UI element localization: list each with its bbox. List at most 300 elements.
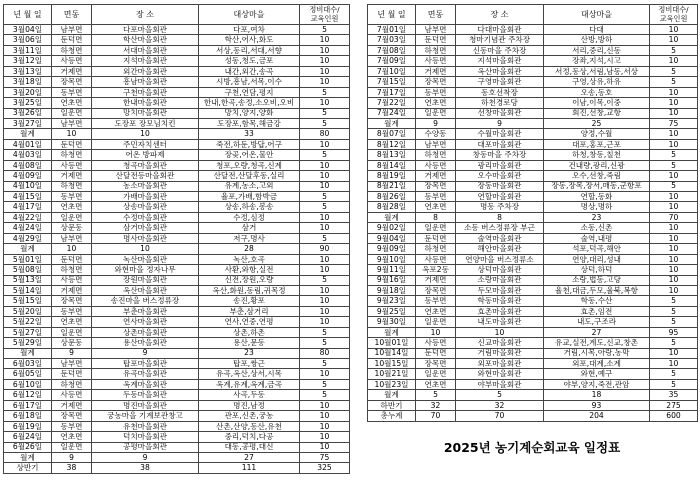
table-row (4, 25, 350, 35)
cell-capacity: 5 (300, 338, 350, 348)
cell-date: 하반기 (368, 400, 416, 410)
cell-date: 5월29일 (4, 338, 52, 348)
table-row (4, 254, 350, 264)
cell-date: 6월24일 (4, 432, 52, 442)
cell-capacity: 10 (650, 171, 698, 181)
cell-date: 3월20일 (4, 87, 52, 97)
table-row (4, 411, 350, 421)
cell-town: 거제면 (416, 171, 456, 181)
header-capacity: 정비대수/ 교육인원 (650, 5, 698, 25)
cell-capacity: 5 (650, 306, 698, 316)
cell-capacity: 5 (650, 296, 698, 306)
cell-date: 6월12일 (4, 390, 52, 400)
cell-place: 거림마을회관 (456, 348, 544, 358)
cell-village: 거림,시목,아랑,농막 (544, 348, 650, 358)
cell-village: 오송,동호 (544, 87, 650, 97)
cell-village: 33 (199, 129, 300, 139)
cell-capacity: 10 (650, 244, 698, 254)
cell-place: 소랑마을회관 (456, 275, 544, 285)
cell-date: 8월14일 (368, 160, 416, 170)
cell-place: 연양마을 버스정류소 (456, 254, 544, 264)
schedule-table-first-half (3, 4, 350, 474)
cell-date: 9월11일 (368, 265, 416, 275)
cell-capacity: 10 (650, 98, 698, 108)
cell-town: 옥포2동 (416, 265, 456, 275)
cell-place: 명동 주차장 (456, 202, 544, 212)
table-row (4, 192, 350, 202)
cell-place: 학산마을회관 (92, 35, 199, 45)
cell-date: 8월19일 (368, 171, 416, 181)
table-summary-row (4, 348, 350, 358)
cell-date: 9월18일 (368, 285, 416, 295)
cell-town: 동부면 (52, 192, 92, 202)
table-summary-row (4, 463, 350, 473)
cell-place: 탑포마을회관 (92, 359, 199, 369)
table-row (368, 348, 698, 358)
cell-date: 3월12일 (4, 56, 52, 66)
cell-date: 4월10일 (4, 181, 52, 191)
cell-town: 연초면 (416, 379, 456, 389)
table-row (4, 160, 350, 170)
cell-date: 6월03일 (4, 359, 52, 369)
table-row (368, 56, 698, 66)
cell-place: 옥계마을회관 (92, 379, 199, 389)
cell-town: 남부면 (52, 359, 92, 369)
cell-village: 중리,덕치,다공 (199, 432, 300, 442)
cell-place: 수월마을회관 (456, 129, 544, 139)
cell-date: 4월17일 (4, 202, 52, 212)
cell-date: 9월16일 (368, 275, 416, 285)
table-row (4, 285, 350, 295)
cell-capacity: 5 (300, 118, 350, 128)
header-village: 대상마을 (199, 5, 300, 25)
cell-town: 사등면 (52, 390, 92, 400)
cell-village: 명상,명하 (544, 202, 650, 212)
cell-place: 9 (456, 118, 544, 128)
cell-village: 서상,동리,서대,서향 (199, 45, 300, 55)
cell-place: 서대마을회관 (92, 45, 199, 55)
cell-date: 6월19일 (4, 421, 52, 431)
cell-village: 18 (544, 390, 650, 400)
cell-place: 청곡마을회관 (92, 160, 199, 170)
cell-capacity: 600 (650, 411, 698, 421)
cell-town: 연초면 (416, 98, 456, 108)
table-row (4, 66, 350, 76)
table-row (4, 77, 350, 87)
cell-date: 4월22일 (4, 212, 52, 222)
cell-place: 산달전등마을회관 (92, 171, 199, 181)
table-row (4, 108, 350, 118)
cell-date: 10월01일 (368, 338, 416, 348)
cell-capacity: 10 (650, 359, 698, 369)
cell-capacity: 10 (300, 223, 350, 233)
cell-town: 둔덕면 (416, 35, 456, 45)
table-row (4, 233, 350, 243)
cell-village: 93 (544, 400, 650, 410)
table-row (4, 306, 350, 316)
cell-place: 옥산마을회관 (92, 285, 199, 295)
table-row (368, 150, 698, 160)
cell-town: 일운면 (416, 223, 456, 233)
table-row (4, 98, 350, 108)
cell-village: 저구,명사 (199, 233, 300, 243)
cell-place: 두동마을회관 (92, 390, 199, 400)
cell-place: 장원마을회관 (92, 275, 199, 285)
table-row (4, 296, 350, 306)
cell-date: 6월26일 (4, 442, 52, 452)
cell-capacity: 5 (300, 379, 350, 389)
cell-date: 7월17일 (368, 87, 416, 97)
table-summary-row (368, 400, 698, 410)
table-row (368, 202, 698, 212)
cell-place: 소동 버스정류장 부근 (456, 223, 544, 233)
table-row (368, 223, 698, 233)
cell-village: 탑포,쌍근 (199, 359, 300, 369)
table-row (368, 66, 698, 76)
cell-date: 7월03일 (368, 35, 416, 45)
header-town: 면동 (52, 5, 92, 25)
cell-capacity: 10 (300, 265, 350, 275)
cell-town: 38 (52, 463, 92, 473)
cell-place: 와현마을회관 (456, 369, 544, 379)
cell-town: 70 (416, 411, 456, 421)
cell-town: 일운면 (416, 108, 456, 118)
cell-village: 대동,공평,대신 (199, 442, 300, 452)
cell-town: 8 (416, 212, 456, 222)
cell-town: 연초면 (52, 317, 92, 327)
cell-date: 9월25일 (368, 306, 416, 316)
cell-village: 석포,덕곡,해안 (544, 244, 650, 254)
document-title: 2025년 농기계순회교육 일정표 (443, 440, 621, 455)
table-summary-row (368, 118, 698, 128)
cell-date: 7월01일 (368, 25, 416, 35)
cell-village: 양정,수월 (544, 129, 650, 139)
cell-date: 10월23일 (368, 379, 416, 389)
cell-place: 지석마을회관 (456, 56, 544, 66)
cell-town: 일운면 (416, 369, 456, 379)
table-row (368, 359, 698, 369)
cell-town: 10 (52, 244, 92, 254)
cell-date: 3월26일 (4, 108, 52, 118)
cell-capacity: 10 (300, 139, 350, 149)
cell-town: 둔덕면 (52, 369, 92, 379)
cell-town: 사등면 (52, 275, 92, 285)
cell-town: 하청면 (52, 150, 92, 160)
header-place: 장 소 (92, 5, 199, 25)
cell-town: 남부면 (52, 25, 92, 35)
cell-capacity: 5 (300, 327, 350, 337)
cell-town: 장목면 (416, 181, 456, 191)
table-row (368, 379, 698, 389)
cell-place: 내도마을회관 (456, 317, 544, 327)
cell-place: 녹산마을회관 (92, 254, 199, 264)
cell-village: 사곡,두동 (199, 390, 300, 400)
cell-date: 9월30일 (368, 317, 416, 327)
cell-date: 5월27일 (4, 327, 52, 337)
table-summary-row (4, 452, 350, 462)
table-header-row (368, 5, 698, 25)
cell-village: 유곡,옥산,상서,시목 (199, 369, 300, 379)
cell-place: 가배마을회관 (92, 192, 199, 202)
cell-date: 7월22일 (368, 98, 416, 108)
cell-place: 장동마을회관 (456, 181, 544, 191)
cell-town: 거제면 (52, 285, 92, 295)
table-summary-row (368, 327, 698, 337)
cell-place: 흥남마을회관 (92, 77, 199, 87)
cell-place: 38 (92, 463, 199, 473)
cell-town: 연초면 (52, 98, 92, 108)
table-row (368, 181, 698, 191)
cell-village: 소동,신촌 (544, 223, 650, 233)
cell-place: 한내마을회관 (92, 98, 199, 108)
cell-capacity: 10 (650, 139, 698, 149)
table-row (368, 338, 698, 348)
cell-capacity: 10 (300, 160, 350, 170)
cell-town: 장목면 (416, 359, 456, 369)
cell-village: 율천,대금,두모,율북,복항 (544, 285, 650, 295)
cell-capacity: 10 (650, 233, 698, 243)
cell-town: 사등면 (52, 56, 92, 66)
cell-village: 산촌,산양,동산,유천 (199, 421, 300, 431)
cell-village: 상촌,하촌 (199, 327, 300, 337)
cell-capacity: 10 (300, 254, 350, 264)
cell-town: 일운면 (52, 442, 92, 452)
cell-capacity: 10 (300, 369, 350, 379)
cell-town: 9 (416, 118, 456, 128)
table-row (368, 171, 698, 181)
table-row (4, 45, 350, 55)
cell-date: 7월10일 (368, 66, 416, 76)
cell-date: 4월08일 (4, 160, 52, 170)
table-body-first-half (4, 25, 350, 474)
table-row (4, 421, 350, 431)
cell-town: 일운면 (52, 108, 92, 118)
table-row (368, 25, 698, 35)
cell-place: 수정마을회관 (92, 212, 199, 222)
cell-town: 사등면 (52, 160, 92, 170)
cell-town: 5 (416, 390, 456, 400)
cell-town: 거제면 (416, 275, 456, 285)
cell-place: 옥산마을회관 (456, 66, 544, 76)
cell-town: 사등면 (416, 160, 456, 170)
cell-town: 거제면 (416, 66, 456, 76)
cell-place: 선창마을회관 (456, 108, 544, 118)
cell-place: 송진마을 버스정류장 (92, 296, 199, 306)
header-date: 년 월 일 (4, 5, 52, 25)
cell-date: 5월15일 (4, 296, 52, 306)
cell-date: 9월09일 (368, 244, 416, 254)
cell-place: 유천마을회관 (92, 421, 199, 431)
cell-town: 연초면 (416, 306, 456, 316)
cell-capacity: 10 (300, 212, 350, 222)
table-row (4, 35, 350, 45)
cell-town: 남부면 (416, 139, 456, 149)
cell-date: 상반기 (4, 463, 52, 473)
table-row (368, 285, 698, 295)
cell-capacity: 10 (300, 285, 350, 295)
cell-date: 7월15일 (368, 77, 416, 87)
cell-town: 10 (416, 327, 456, 337)
cell-village: 오수,선창,죽림 (544, 171, 650, 181)
table-row (4, 56, 350, 66)
cell-village: 내도,구조라 (544, 317, 650, 327)
cell-date: 5월08일 (4, 265, 52, 275)
table-row (368, 369, 698, 379)
cell-village: 내간,외간,송곡 (199, 66, 300, 76)
cell-capacity: 5 (300, 233, 350, 243)
cell-place: 구영마을회관 (456, 77, 544, 87)
cell-date: 8월26일 (368, 192, 416, 202)
cell-town: 하청면 (416, 45, 456, 55)
table-row (368, 77, 698, 87)
cell-capacity: 275 (650, 400, 698, 410)
cell-town: 동부면 (416, 87, 456, 97)
cell-capacity: 10 (300, 306, 350, 316)
cell-place: 농소마을회관 (92, 181, 199, 191)
cell-town: 상문동 (52, 223, 92, 233)
cell-place: 10 (92, 244, 199, 254)
cell-place: 상송마을회관 (92, 202, 199, 212)
table-row (368, 275, 698, 285)
cell-village: 23 (544, 212, 650, 222)
cell-capacity: 5 (650, 181, 698, 191)
table-row (368, 160, 698, 170)
cell-town: 10 (52, 129, 92, 139)
cell-date: 5월14일 (4, 285, 52, 295)
table-row (368, 296, 698, 306)
cell-place: 다포마을회관 (92, 25, 199, 35)
cell-town: 9 (52, 452, 92, 462)
cell-date: 4월01일 (4, 139, 52, 149)
cell-village: 망치,양지,양화 (199, 108, 300, 118)
cell-date: 9월23일 (368, 296, 416, 306)
cell-capacity: 10 (650, 348, 698, 358)
cell-place: 10 (456, 327, 544, 337)
table-row (368, 306, 698, 316)
cell-town: 하청면 (416, 150, 456, 160)
cell-place: 효촌마을회관 (456, 306, 544, 316)
cell-capacity: 10 (300, 45, 350, 55)
cell-town: 남부면 (416, 25, 456, 35)
cell-place: 하천경로당 (456, 98, 544, 108)
table-summary-row (368, 390, 698, 400)
cell-capacity: 10 (650, 35, 698, 45)
cell-place: 학동마을회관 (456, 296, 544, 306)
cell-village: 수정,심정 (199, 212, 300, 222)
cell-town: 사등면 (416, 338, 456, 348)
cell-capacity: 80 (300, 129, 350, 139)
table-row (4, 265, 350, 275)
cell-village: 구천,연담,평지 (199, 87, 300, 97)
cell-village: 27 (199, 452, 300, 462)
cell-date: 3월04일 (4, 25, 52, 35)
table-row (4, 327, 350, 337)
table-row (4, 275, 350, 285)
cell-capacity: 70 (650, 212, 698, 222)
cell-place: 대포마을회관 (456, 139, 544, 149)
cell-town: 일운면 (52, 212, 92, 222)
cell-place: 삼거마을회관 (92, 223, 199, 233)
header-village: 대상마을 (544, 5, 650, 25)
cell-town: 사등면 (416, 56, 456, 66)
header-date: 년 월 일 (368, 5, 416, 25)
cell-place: 구천마을회관 (92, 87, 199, 97)
cell-date: 6월18일 (4, 411, 52, 421)
cell-village: 204 (544, 411, 650, 421)
cell-village: 구영,상유,하유 (544, 77, 650, 87)
cell-place: 상덕마을회관 (456, 265, 544, 275)
cell-place: 10 (92, 129, 199, 139)
table-row (4, 171, 350, 181)
cell-capacity: 10 (300, 432, 350, 442)
cell-place: 9 (92, 348, 199, 358)
cell-village: 시방,흥남,서목,이수 (199, 77, 300, 87)
table-row (368, 317, 698, 327)
cell-place: 동호선착장 (456, 87, 544, 97)
cell-place: 창동마을 주차장 (456, 150, 544, 160)
cell-capacity: 10 (650, 265, 698, 275)
cell-date: 3월06일 (4, 35, 52, 45)
cell-date: 4월15일 (4, 192, 52, 202)
cell-town: 하청면 (52, 379, 92, 389)
table-row (368, 254, 698, 264)
cell-date: 월계 (368, 118, 416, 128)
cell-village: 산달전,산달후동,실리 (199, 171, 300, 181)
table-row (4, 87, 350, 97)
cell-village: 도장포,함목,해금강 (199, 118, 300, 128)
cell-capacity: 10 (650, 25, 698, 35)
cell-village: 야부,양지,죽전,관암 (544, 379, 650, 389)
cell-village: 유계,농소,고외 (199, 181, 300, 191)
cell-date: 8월28일 (368, 202, 416, 212)
table-row (368, 35, 698, 45)
cell-capacity: 10 (650, 285, 698, 295)
cell-town: 32 (416, 400, 456, 410)
cell-town: 하청면 (52, 181, 92, 191)
cell-village: 연사,연중,연평 (199, 317, 300, 327)
cell-town: 일운면 (52, 327, 92, 337)
table-summary-row (4, 129, 350, 139)
cell-town: 연초면 (52, 432, 92, 442)
cell-village: 장동,장목,장서,매동,군항포 (544, 181, 650, 191)
cell-capacity: 90 (300, 244, 350, 254)
cell-town: 동부면 (52, 87, 92, 97)
cell-town: 남부면 (52, 118, 92, 128)
cell-town: 둔덕면 (416, 348, 456, 358)
cell-place: 청마기념관 주차장 (456, 35, 544, 45)
cell-town: 연초면 (416, 202, 456, 212)
cell-capacity: 10 (650, 56, 698, 66)
cell-capacity: 5 (650, 369, 698, 379)
cell-place: 유곡마을회관 (92, 369, 199, 379)
cell-place: 술역마을회관 (456, 233, 544, 243)
table-row (4, 181, 350, 191)
cell-town: 수양동 (416, 129, 456, 139)
cell-capacity: 10 (300, 56, 350, 66)
header-place: 장 소 (456, 5, 544, 25)
cell-date: 10월14일 (368, 348, 416, 358)
cell-town: 둔덕면 (52, 35, 92, 45)
cell-town: 장목면 (52, 411, 92, 421)
cell-date: 4월29일 (4, 233, 52, 243)
cell-town: 사등면 (416, 254, 456, 264)
cell-village: 산방,방하 (544, 35, 650, 45)
cell-town: 동부면 (52, 421, 92, 431)
table-row (4, 400, 350, 410)
cell-village: 건내량,광리,신광 (544, 160, 650, 170)
cell-place: 명진마을회관 (92, 400, 199, 410)
cell-capacity: 75 (650, 118, 698, 128)
